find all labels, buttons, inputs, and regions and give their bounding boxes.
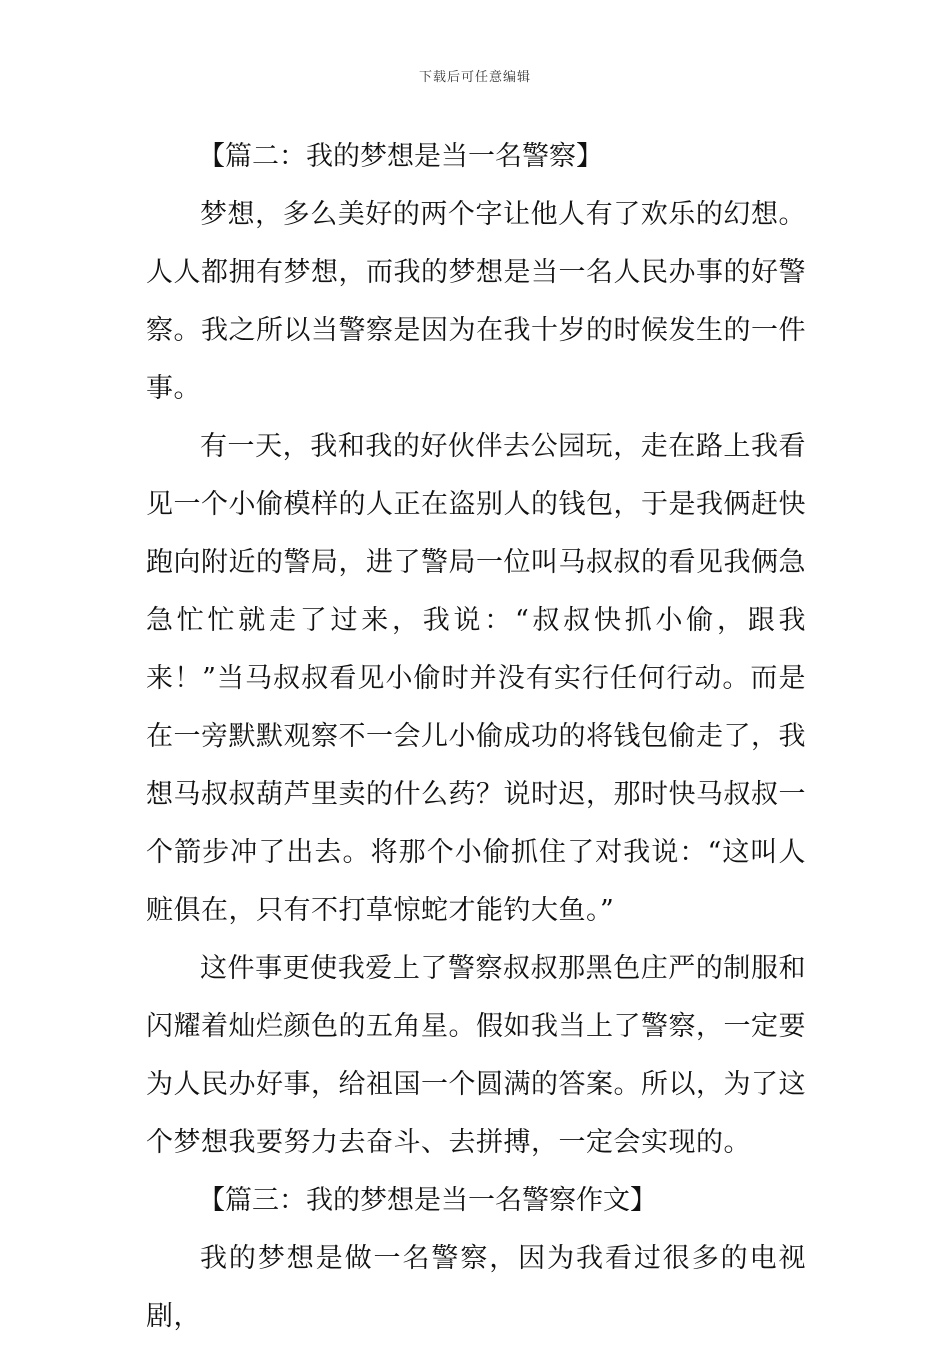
section-heading: 【篇二：我的梦想是当一名警察】 (198, 141, 603, 172)
page-header: 下载后可任意编辑 (418, 70, 531, 85)
paragraph: 我的梦想是做一名警察，因为我看过很多的电视剧， (146, 1243, 806, 1332)
document-body (146, 128, 806, 1346)
paragraph: 有一天，我和我的好伙伴去公园玩，走在路上我看见一个小偷模样的人正在盗别人的钱包，于是我俩赶快跑向附近的警局，进了警局一位叫马叔叔的看见我俩急急忙忙就走了过来，我说：“叔叔快抓小偷，跟我来！”当马叔叔看见小偷时并没有实行任何行动。而是在一旁默默观察不一会儿小偷成功的将钱包偷走了，我想马叔叔葫芦里卖的什么药？说时迟，那时快马叔叔一个箭步冲了出去。将那个小偷抓住了对我说：“这叫人赃俱在，只有不打草惊蛇才能钓大鱼。” (146, 431, 806, 926)
paragraph: 这件事更使我爱上了警察叔叔那黑色庄严的制服和闪耀着灿烂颜色的五角星。假如我当上了警察，一定要为人民办好事，给祖国一个圆满的答案。所以，为了这个梦想我要努力去奋斗、去拼搏，一定会实现的。 (146, 953, 806, 1158)
section-heading: 【篇三：我的梦想是当一名警察作文】 (198, 1185, 657, 1216)
paragraph: 梦想，多么美好的两个字让他人有了欢乐的幻想。人人都拥有梦想，而我的梦想是当一名人民办事的好警察。我之所以当警察是因为在我十岁的时候发生的一件事。 (146, 199, 806, 404)
